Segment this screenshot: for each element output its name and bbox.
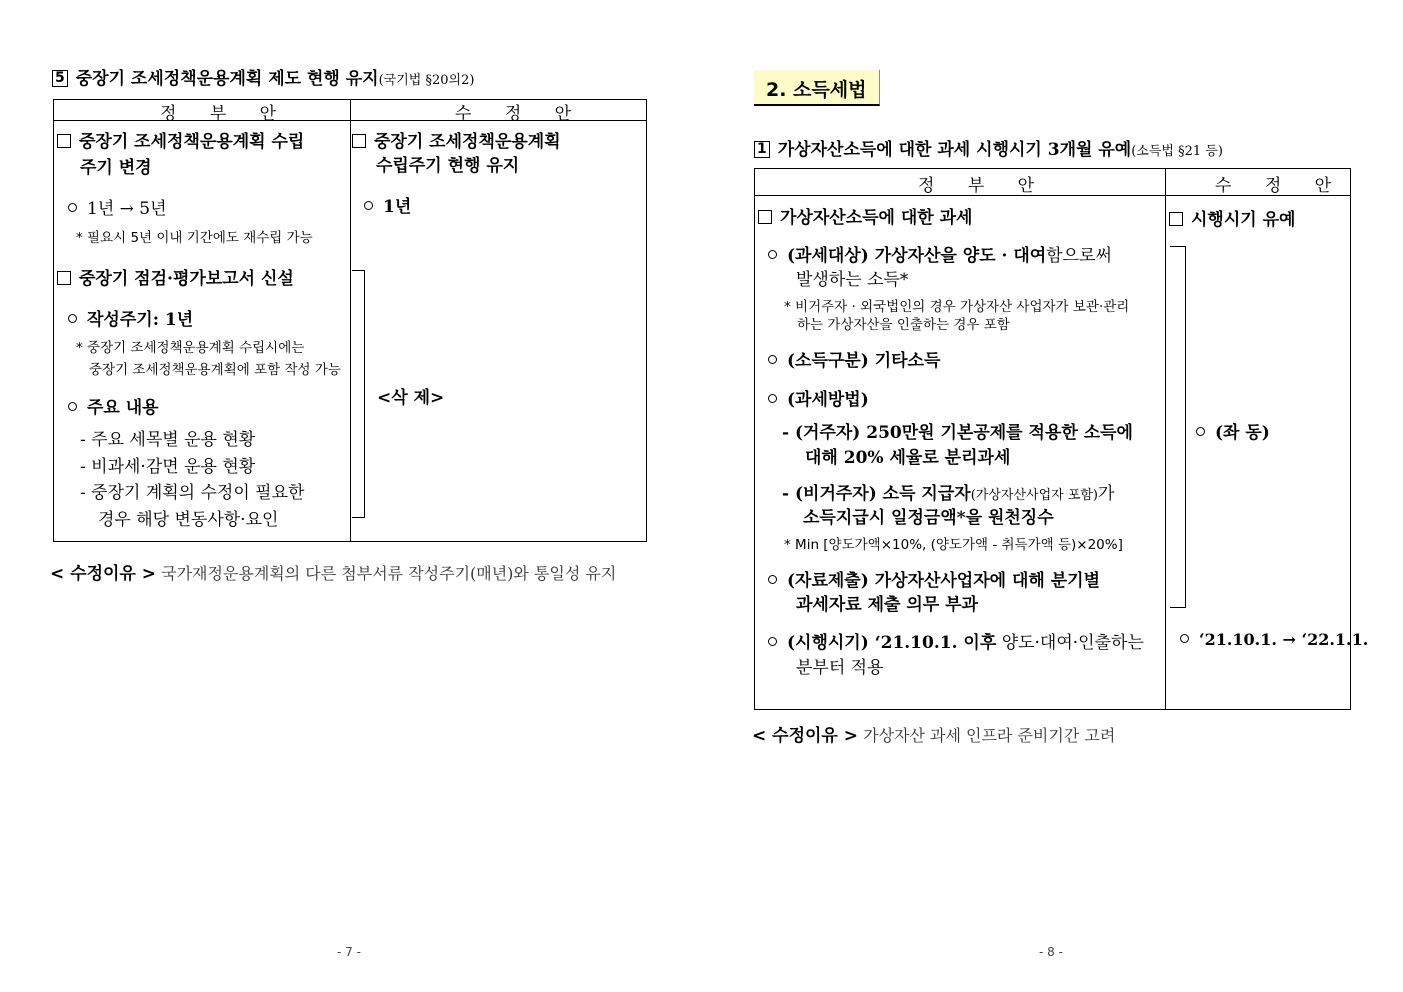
- left-section-title: 중장기 조세정책운용계획 제도 현행 유지: [75, 69, 379, 89]
- right-note1-line2: 하는 가상자산을 인출하는 경우 포함: [797, 317, 1010, 333]
- left-header-current: 정 부 안: [160, 104, 291, 124]
- left-page-number: - 7 -: [337, 945, 361, 959]
- left-section-heading: [52, 64, 474, 89]
- left-item2-dash3-cont: 경우 해당 변동사항·요인: [98, 510, 279, 530]
- right-sub1-cont: 발생하는 소득*: [796, 270, 909, 290]
- left-item2-sub2: 주요 내용: [68, 393, 159, 418]
- left-item2-dash3: - 중장기 계획의 수정이 필요한: [80, 483, 305, 503]
- right-reason-text: 가상자산 과세 인프라 준비기간 고려: [863, 726, 1116, 745]
- left-rev-item1: 중장기 조세정책운용계획: [352, 127, 561, 152]
- circle-bullet-icon: [768, 637, 777, 646]
- circle-bullet-icon: [768, 250, 777, 259]
- right-section-heading: [754, 135, 1223, 160]
- checkbox-square-icon: [1169, 212, 1183, 226]
- right-sub2: (소득구분) 기타소득: [768, 346, 940, 371]
- circle-bullet-icon: [1180, 634, 1189, 643]
- right-reason: [752, 721, 1115, 746]
- right-rev-same: (좌 동): [1196, 418, 1270, 443]
- right-sub4: (자료제출) 가상자산사업자에 대해 분기별: [768, 566, 1100, 591]
- circle-bullet-icon: [68, 203, 77, 212]
- left-bracket: [352, 270, 365, 518]
- left-item2-dash2: - 비과세·감면 운용 현황: [80, 457, 256, 477]
- circle-bullet-icon: [68, 314, 77, 323]
- right-rev-date: ‘21.10.1. → ‘22.1.1.: [1180, 630, 1368, 649]
- checkbox-square-icon: [57, 271, 71, 285]
- left-section-number: 5: [52, 70, 68, 87]
- circle-bullet-icon: [68, 402, 77, 411]
- right-dash2: - (비거주자) 소득 지급자(가상자산사업자 포함)가: [782, 484, 1115, 504]
- right-note1-line1: * 비거주자 · 외국법인의 경우 가상자산 사업자가 보관·관리: [784, 299, 1130, 315]
- left-item2-note-line1: * 중장기 조세정책운용계획 수립시에는: [76, 340, 305, 356]
- right-section-ref: (소득법 §21 등): [1131, 144, 1223, 159]
- circle-bullet-icon: [768, 575, 777, 584]
- checkbox-square-icon: [758, 210, 772, 224]
- checkbox-square-icon: [352, 134, 366, 148]
- left-header-revised: 수 정 안: [455, 104, 586, 124]
- right-page-number: - 8 -: [1039, 945, 1063, 959]
- right-note2: * Min [양도가액×10%, (양도가액 - 취득가액 등)×20%]: [784, 537, 1123, 553]
- right-dash1: - (거주자) 250만원 기본공제를 적용한 소득에: [782, 423, 1133, 443]
- right-bracket: [1170, 246, 1186, 608]
- left-section-ref: (국기법 §20의2): [378, 73, 475, 88]
- left-item2-sub1: 작성주기: 1년: [68, 305, 193, 330]
- left-reason: [50, 559, 616, 584]
- left-rev-item1-cont: 수립주기 현행 유지: [376, 156, 520, 176]
- right-sub5: (시행시기) ‘21.10.1. 이후 양도·대여·인출하는: [768, 628, 1144, 653]
- left-item1-title: 중장기 조세정책운용계획 수립: [57, 127, 304, 152]
- circle-bullet-icon: [364, 201, 373, 210]
- right-sub1: (과세대상) 가상자산을 양도 · 대여함으로써: [768, 241, 1112, 266]
- left-rev-item1-sub: 1년: [364, 192, 411, 217]
- circle-bullet-icon: [768, 355, 777, 364]
- left-item1-sub: 1년 → 5년: [68, 194, 167, 219]
- right-rev-title: 시행시기 유예: [1169, 205, 1295, 230]
- checkbox-square-icon: [57, 134, 71, 148]
- chapter-title-box: [754, 70, 880, 106]
- left-reason-text: 국가재정운용계획의 다른 첨부서류 작성주기(매년)와 통일성 유지: [161, 564, 617, 583]
- left-item2-title: 중장기 점검·평가보고서 신설: [57, 264, 294, 289]
- right-dash2-cont: 소득지급시 일정금액*을 원천징수: [803, 508, 1054, 528]
- chapter-title: 2. 소득세법: [766, 79, 867, 101]
- circle-bullet-icon: [768, 394, 777, 403]
- right-header-revised: 수 정 안: [1215, 176, 1346, 196]
- right-reason-label: < 수정이유 >: [752, 726, 859, 746]
- right-section-number: 1: [754, 141, 770, 158]
- right-dash1-cont: 대해 20% 세율로 분리과세: [805, 448, 1011, 468]
- right-header-current: 정 부 안: [918, 176, 1049, 196]
- right-sub4-cont: 과세자료 제출 의무 부과: [796, 595, 978, 615]
- left-reason-label: < 수정이유 >: [50, 564, 157, 584]
- left-item2-note-line2: 중장기 조세정책운용계획에 포함 작성 가능: [89, 362, 341, 378]
- left-rev-deleted: <삭 제>: [377, 388, 445, 408]
- right-item-title: 가상자산소득에 대한 과세: [758, 203, 972, 228]
- left-item2-dash1: - 주요 세목별 운용 현황: [80, 430, 256, 450]
- right-sub5-cont: 분부터 적용: [796, 658, 884, 678]
- left-item1-title-cont: 주기 변경: [80, 158, 152, 178]
- right-section-title: 가상자산소득에 대한 과세 시행시기 3개월 유예: [777, 140, 1132, 160]
- circle-bullet-icon: [1196, 427, 1205, 436]
- right-sub3: (과세방법): [768, 385, 869, 410]
- left-item1-note: * 필요시 5년 이내 기간에도 재수립 가능: [76, 230, 313, 246]
